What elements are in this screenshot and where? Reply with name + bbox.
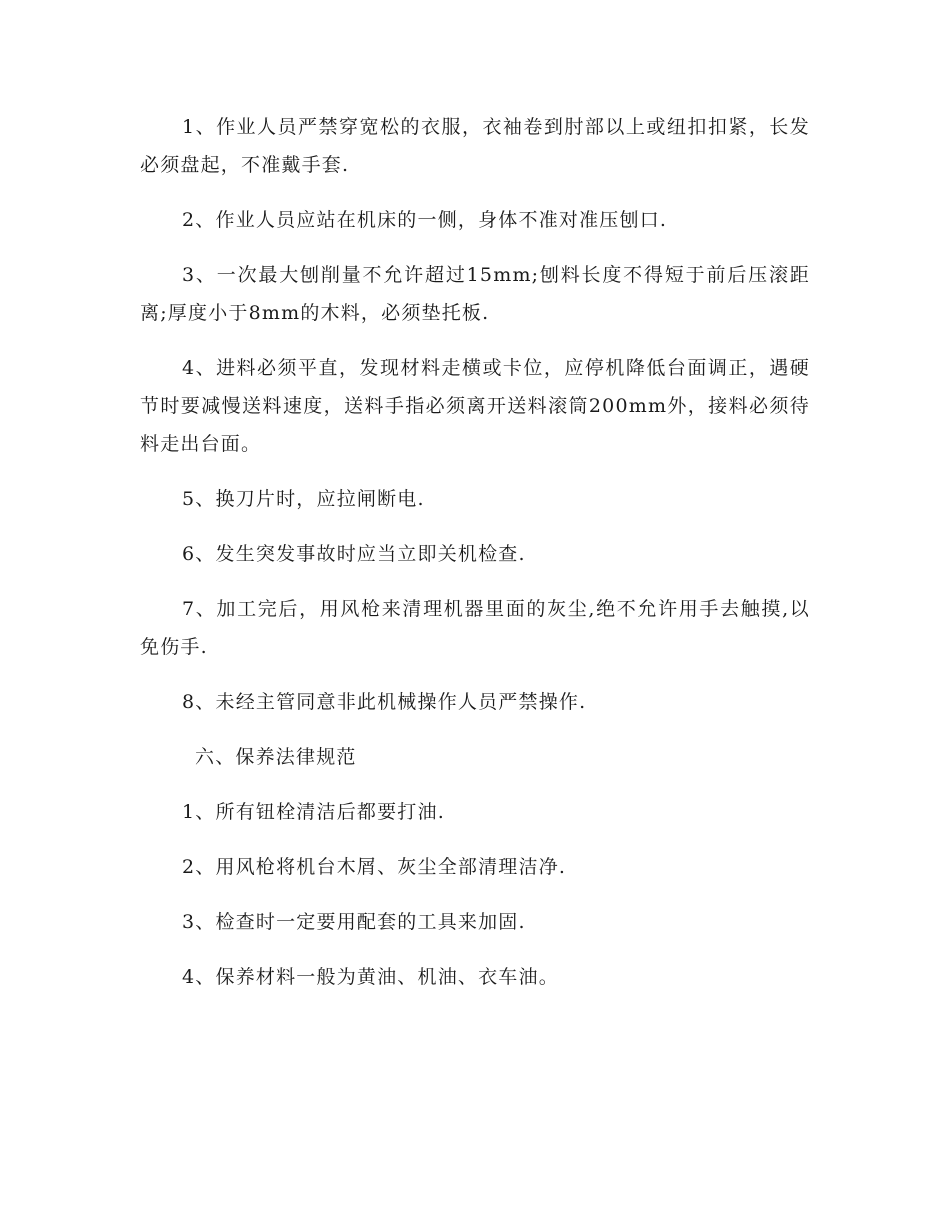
maintenance-item-1: 1、所有钮栓清洁后都要打油. — [182, 801, 445, 823]
section-heading: 六、保养法律规范 — [195, 746, 357, 768]
maintenance-item-2: 2、用风枪将机台木屑、灰尘全部清理洁净. — [182, 856, 567, 878]
document-body — [140, 108, 810, 1013]
rule-paragraph-7: 7、加工完后，用风枪来清理机器里面的灰尘,绝不允许用手去触摸,以免伤手. — [140, 598, 810, 658]
rule-paragraph-8: 8、未经主管同意非此机械操作人员严禁操作. — [182, 691, 587, 713]
rule-paragraph-6: 6、发生突发事故时应当立即关机检查. — [182, 543, 526, 565]
rule-paragraph-4: 4、进料必须平直，发现材料走横或卡位，应停机降低台面调正，遇硬节时要减慢送料速度，送料手指必须离开送料滚筒200mm外，接料必须待料走出台面。 — [140, 357, 810, 455]
rule-paragraph-1: 1、作业人员严禁穿宽松的衣服，衣袖卷到肘部以上或纽扣扣紧，长发必须盘起，不准戴手套. — [140, 116, 810, 176]
rule-paragraph-5: 5、换刀片时，应拉闸断电. — [182, 488, 425, 510]
rule-paragraph-2: 2、作业人员应站在机床的一侧，身体不准对准压刨口. — [182, 209, 668, 231]
rule-paragraph-3: 3、一次最大刨削量不允许超过15mm;刨料长度不得短于前后压滚距离;厚度小于8mm的木料，必须垫托板. — [140, 264, 810, 324]
maintenance-item-3: 3、检查时一定要用配套的工具来加固. — [182, 911, 526, 933]
maintenance-item-4: 4、保养材料一般为黄油、机油、衣车油。 — [182, 966, 559, 988]
